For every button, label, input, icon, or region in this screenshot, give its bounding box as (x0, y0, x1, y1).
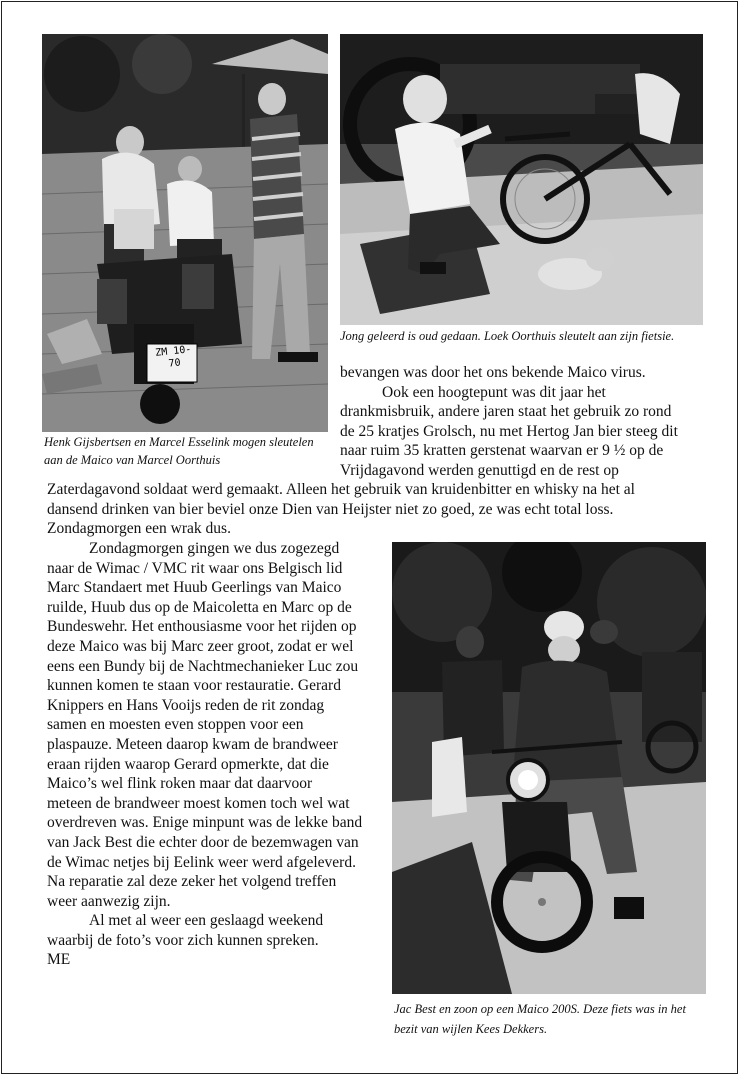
text-line: weer aanwezig zijn. (47, 892, 171, 910)
photo-boy-bicycle (340, 34, 703, 325)
article-full-width (47, 480, 737, 539)
text-line: Na reparatie zal deze zeker het volgend treffen (47, 873, 337, 891)
text-line: meteen de brandweer moest komen toch wel wat (47, 794, 350, 812)
text-line: Vrijdagavond werden genuttigd en de rest op (340, 461, 619, 479)
text-line: Zaterdagavond soldaat werd gemaakt. Alleen het gebruik van kruidenbitter en whisky na het al (47, 481, 635, 498)
text-line: deze Maico was bij Marc zeer groot, zodat er wel (47, 637, 354, 655)
article-left-column (47, 539, 397, 970)
caption-photo-motorcycle-repair: Henk Gijsbertsen en Marcel Esselink mogen sleutelen aan de Maico van Marcel Oorthuis (44, 435, 314, 467)
text-line: de Wimac netjes bij Eelink weer werd afgeleverd. (47, 853, 356, 871)
text-line: naar de Wimac / VMC rit waar ons Belgisch lid (47, 559, 343, 577)
text-line: de 25 kratjes Grolsch, nu met Hertog Jan bier steeg dit (340, 422, 678, 440)
text-line: eens een Bundy bij de Nachtmechanieker Luc zou (47, 657, 359, 675)
photo-maico-200s-image (392, 542, 706, 994)
text-line: naar ruim 35 kratten gerstenat waarvan er 9 ½ op de (340, 442, 664, 460)
caption-photo-maico-200s: Jac Best en zoon op een Maico 200S. Deze fiets was in het bezit van wijlen Kees Dekkers. (394, 1002, 686, 1036)
caption-photo-boy-bicycle: Jong geleerd is oud gedaan. Loek Oorthuis sleutelt aan zijn fietsie. (340, 329, 675, 343)
text-line: bevangen was door het ons bekende Maico virus. (340, 364, 646, 381)
text-line: ruilde, Huub dus op de Maicoletta en Marc op de (47, 598, 352, 616)
text-line: Ook een hoogtepunt was dit jaar het (382, 383, 606, 401)
text-line: eraan rijden waarop Gerard opmerkte, dat die (47, 755, 329, 773)
text-line: ME (47, 951, 71, 969)
text-line: kunnen komen te staan voor restauratie. Gerard (47, 677, 341, 695)
photo-motorcycle-repair (42, 34, 328, 432)
text-line: overdreven was. Enige minpunt was de lekke band (47, 814, 363, 832)
text-line: Al met al weer een geslaagd weekend (89, 912, 324, 930)
license-plate: ZM 10-70 (154, 344, 192, 370)
text-line: dansend drinken van bier beviel onze Dien van Heijster niet zo goed, ze was echt total loss. (47, 500, 614, 518)
photo-boy-bicycle-image (340, 34, 703, 325)
text-line: Zondagmorgen gingen we dus zogezegd (89, 540, 340, 557)
photo-maico-200s (392, 542, 706, 994)
text-line: van Jack Best die echter door de bezemwagen van (47, 833, 359, 851)
article-right-column (340, 363, 720, 481)
text-line: samen en moesten even stoppen voor een (47, 716, 304, 734)
text-line: drankmisbruik, andere jaren staat het gebruik zo rond (340, 403, 672, 421)
text-line: Knippers en Hans Vooijs reden de rit zondag (47, 696, 325, 714)
photo-motorcycle-repair-image (42, 34, 328, 432)
text-line: plaspauze. Meteen daarop kwam de brandweer (47, 735, 338, 753)
text-line: Zondagmorgen een wrak dus. (47, 520, 231, 538)
text-line: Marc Standaert met Huub Geerlings van Maico (47, 579, 342, 597)
text-line: Maico’s wel flink roken maar dat daarvoor (47, 775, 313, 793)
text-line: Bundeswehr. Het enthousiasme voor het rijden op (47, 618, 357, 636)
document-page (1, 1, 738, 1074)
text-line: waarbij de foto’s voor zich kunnen spreken. (47, 931, 319, 949)
